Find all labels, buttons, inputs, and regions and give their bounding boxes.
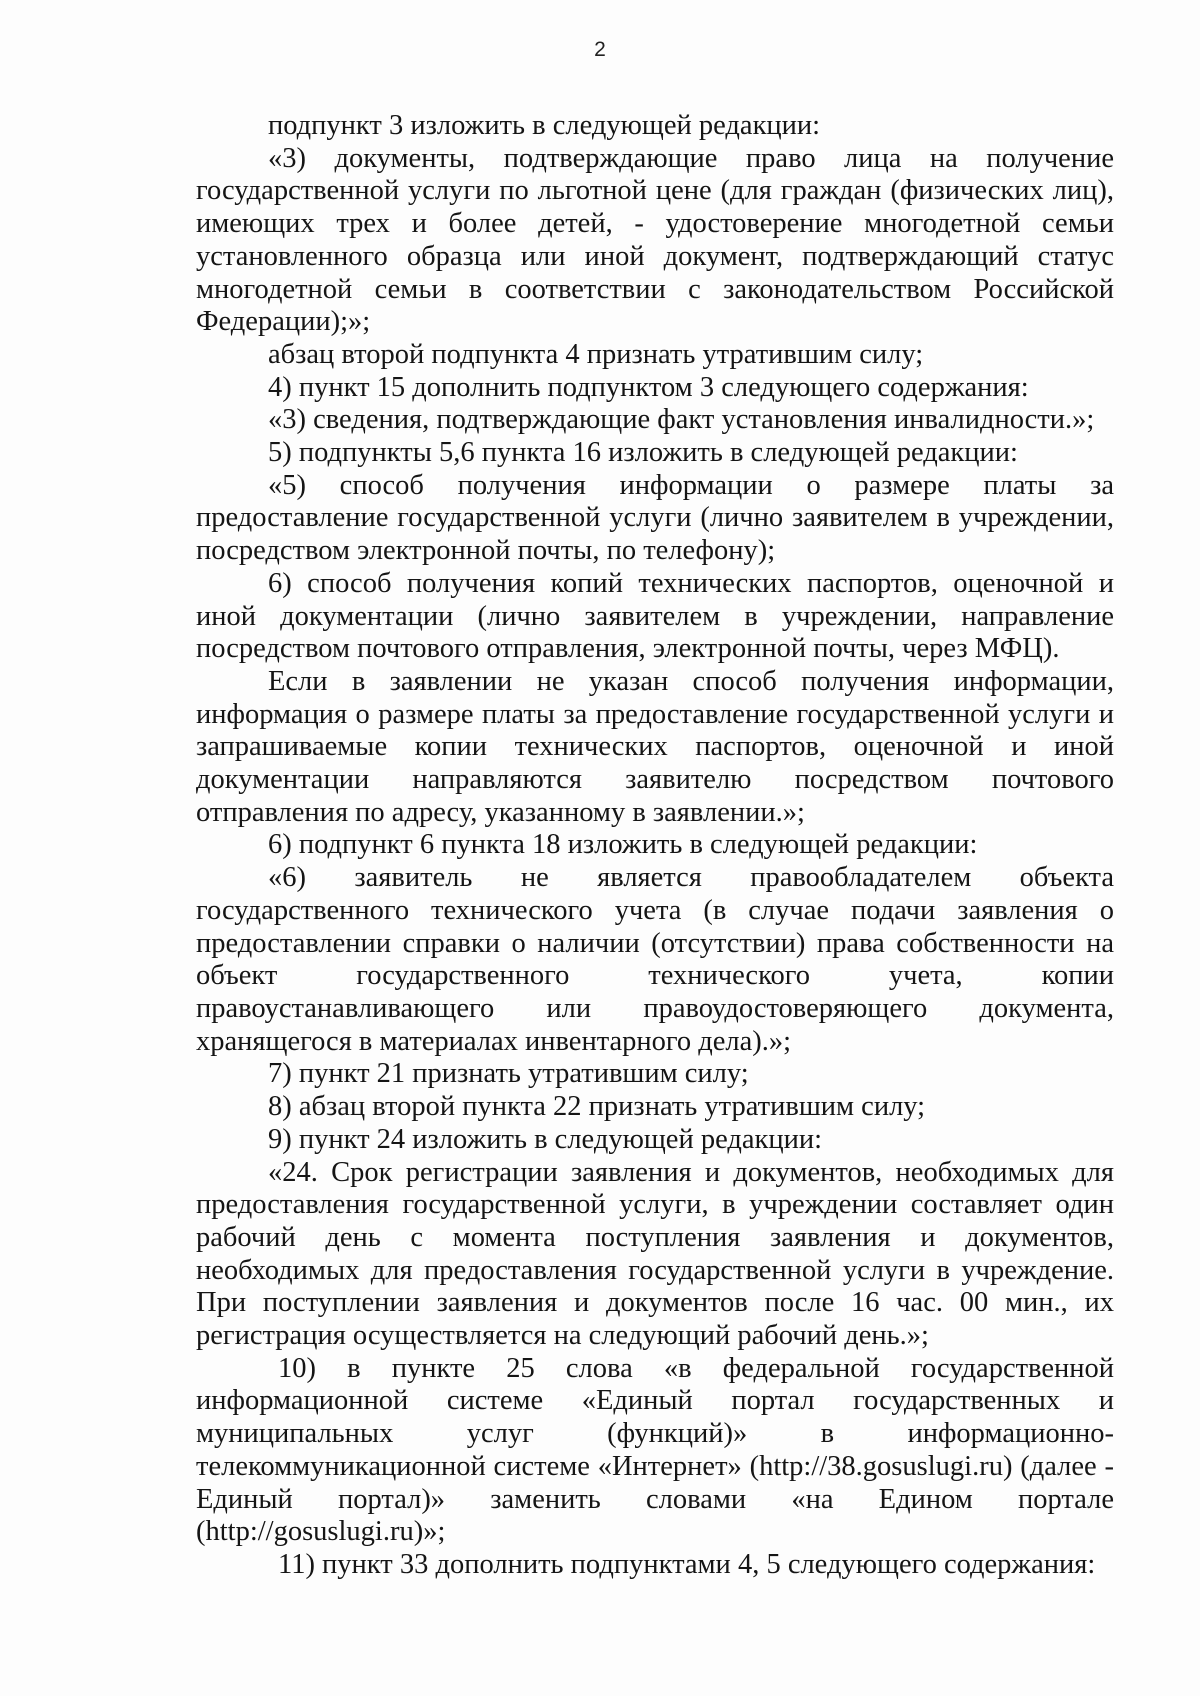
paragraph: 4) пункт 15 дополнить подпунктом 3 следующего содержания: xyxy=(268,371,1029,403)
document-body xyxy=(196,110,1114,1582)
paragraph: 7) пункт 21 признать утратившим силу; xyxy=(268,1058,749,1090)
paragraph: 9) пункт 24 изложить в следующей редакции: xyxy=(268,1123,823,1155)
paragraph: абзац второй подпункта 4 признать утратившим силу; xyxy=(268,338,924,370)
paragraph: «3) документы, подтверждающие право лица на получение государственной услуги по льготной цене (для граждан (физических лиц), имеющих трех и более детей, - удостоверение многодетной семьи установленного образца или иной документ, подтверждающий статус многодетной семьи в соответствии с законодательством Российской Федерации);»; xyxy=(196,142,1114,338)
paragraph: подпункт 3 изложить в следующей редакции: xyxy=(268,110,821,141)
paragraph: «24. Срок регистрации заявления и документов, необходимых для предоставления государственной услуги, в учреждении составляет один рабочий день с момента поступления заявления и документов, необходимых для предоставления государственной услуги в учреждение. При поступлении заявления и документов после 16 час. 00 мин., их регистрация осуществляется на следующий рабочий день.»; xyxy=(196,1156,1114,1352)
paragraph: 6) способ получения копий технических паспортов, оценочной и иной документации (лично заявителем в учреждении, направление посредством почтового отправления, электронной почты, через МФЦ). xyxy=(196,567,1114,665)
paragraph: Если в заявлении не указан способ получения информации, информация о размере платы за предоставление государственной услуги и запрашиваемые копии технических паспортов, оценочной и иной документации направляются заявителю посредством почтового отправления по адресу, указанному в заявлении.»; xyxy=(196,665,1114,828)
paragraph: 10) в пункте 25 слова «в федеральной государственной информационной системе «Единый портал государственных и муниципальных услуг (функций)» в информационно-телекоммуникационной системе «Интернет» (http://38.gosuslugi.ru) (далее - Единый портал)» заменить словами «на Едином портале (http://gosuslugi.ru)»; xyxy=(196,1352,1114,1548)
page-number: 2 xyxy=(594,38,606,61)
paragraph: 8) абзац второй пункта 22 признать утратившим силу; xyxy=(268,1091,926,1123)
paragraph: «5) способ получения информации о размере платы за предоставление государственной услуги (лично заявителем в учреждении, посредством электронной почты, по телефону); xyxy=(196,469,1114,567)
paragraph: 5) подпункты 5,6 пункта 16 изложить в следующей редакции: xyxy=(268,437,1018,469)
paragraph: «6) заявитель не является правообладателем объекта государственного технического учета (в случае подачи заявления о предоставлении справки о наличии (отсутствии) права собственности на объект государственного технического учета, копии правоустанавливающего или правоудостоверяющего документа, хранящегося в материалах инвентарного дела).»; xyxy=(196,862,1114,1057)
paragraph: 11) пункт 33 дополнить подпунктами 4, 5 следующего содержания: xyxy=(278,1548,1096,1580)
paragraph: «3) сведения, подтверждающие факт установления инвалидности.»; xyxy=(268,404,1095,436)
paragraph: 6) подпункт 6 пункта 18 изложить в следующей редакции: xyxy=(268,829,978,861)
